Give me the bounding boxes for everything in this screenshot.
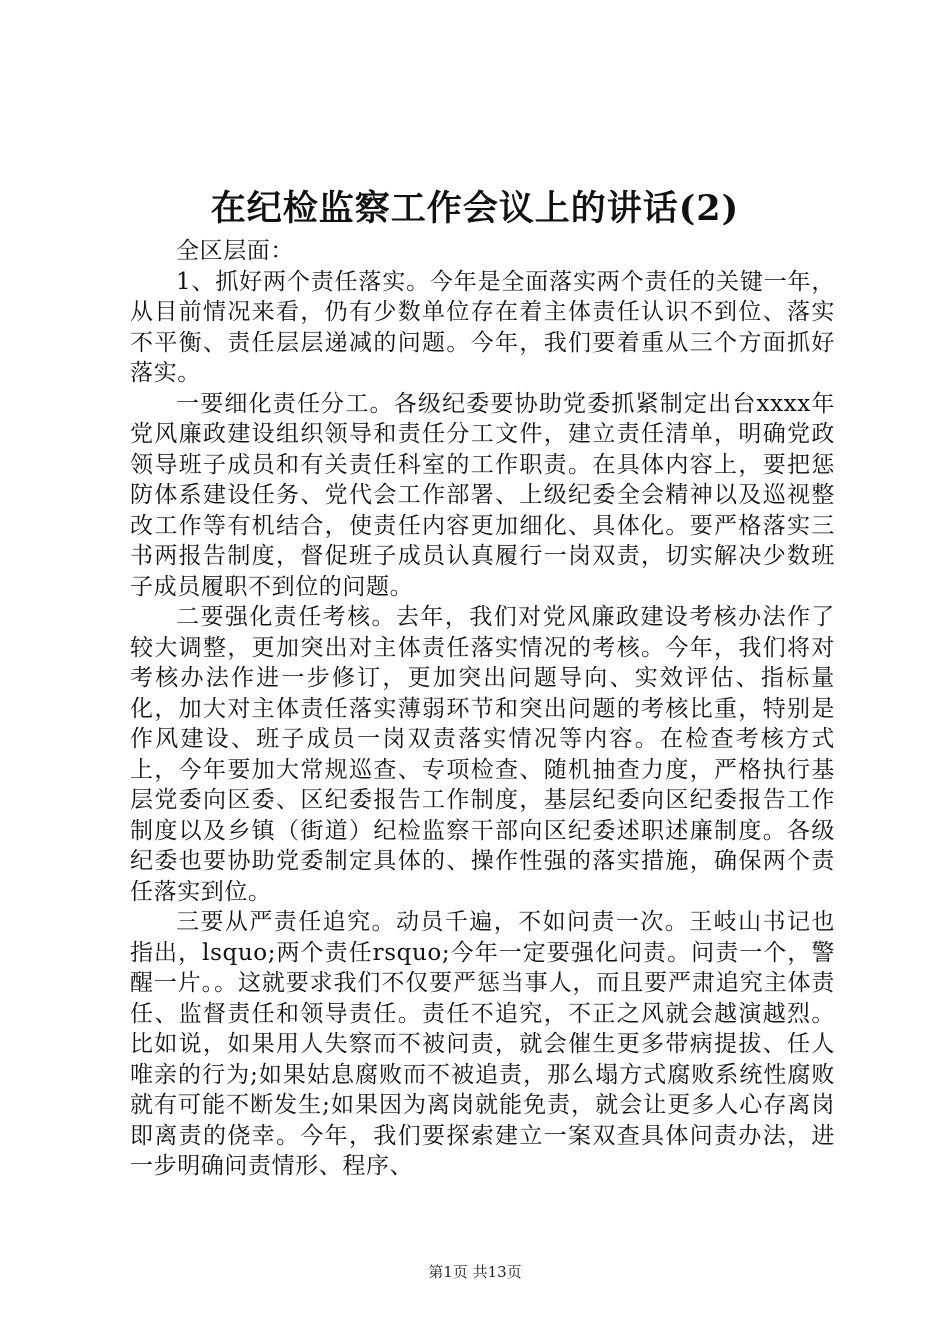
document-body [130,236,835,1182]
page-footer: 第1页 共13页 [428,1263,522,1281]
paragraph-section-heading: 全区层面： [176,238,294,264]
paragraph-item-1: 1、抓好两个责任落实。今年是全面落实两个责任的关键一年，从目前情况来看，仍有少数单位存在着主体责任认识不到位、落实不平衡、责任层层递减的问题。今年，我们要着重从三个方面抓好落实。 [130,268,835,386]
paragraph-strict-accountability: 三要从严责任追究。动员千遍，不如问责一次。王岐山书记也指出，lsquo;两个责任rsquo;今年一定要强化问责。问责一个，警醒一片。。这就要求我们不仅要严惩当事人，而且要严肃追究主体责任、监督责任和领导责任。责任不追究，不正之风就会越演越烈。比如说，如果用人失察而不被问责，就会催生更多带病提拔、任人唯亲的行为;如果姑息腐败而不被追责，那么塌方式腐败系统性腐败就有可能不断发生;如果因为离岗就能免责，就会让更多人心存离岗即离责的侥幸。今年，我们要探索建立一案双查具体问责办法，进一步明确问责情形、程序、 [130,909,835,1179]
paragraph-strengthen-assessment: 二要强化责任考核。去年，我们对党风廉政建设考核办法作了较大调整，更加突出对主体责任落实情况的考核。今年，我们将对考核办法作进一步修订，更加突出问题导向、实效评估、指标量化，加大对主体责任落实薄弱环节和突出问题的考核比重，特别是作风建设、班子成员一岗双责落实情况等内容。在检查考核方式上，今年要加大常规巡查、专项检查、随机抽查力度，严格执行基层党委向区委、区纪委报告工作制度，基层纪委向区纪委报告工作制度以及乡镇（街道）纪检监察干部向区纪委述职述廉制度。各级纪委也要协助党委制定具体的、操作性强的落实措施，确保两个责任落实到位。 [130,604,835,905]
document-title: 在纪检监察工作会议上的讲话(2) [210,188,740,229]
paragraph-refine-responsibility: 一要细化责任分工。各级纪委要协助党委抓紧制定出台xxxx年党风廉政建设组织领导和责任分工文件，建立责任清单，明确党政领导班子成员和有关责任科室的工作职责。在具体内容上，要把惩防体系建设任务、党代会工作部署、上级纪委全会精神以及巡视整改工作等有机结合，使责任内容更加细化、具体化。要严格落实三书两报告制度，督促班子成员认真履行一岗双责，切实解决少数班子成员履职不到位的问题。 [130,390,835,600]
